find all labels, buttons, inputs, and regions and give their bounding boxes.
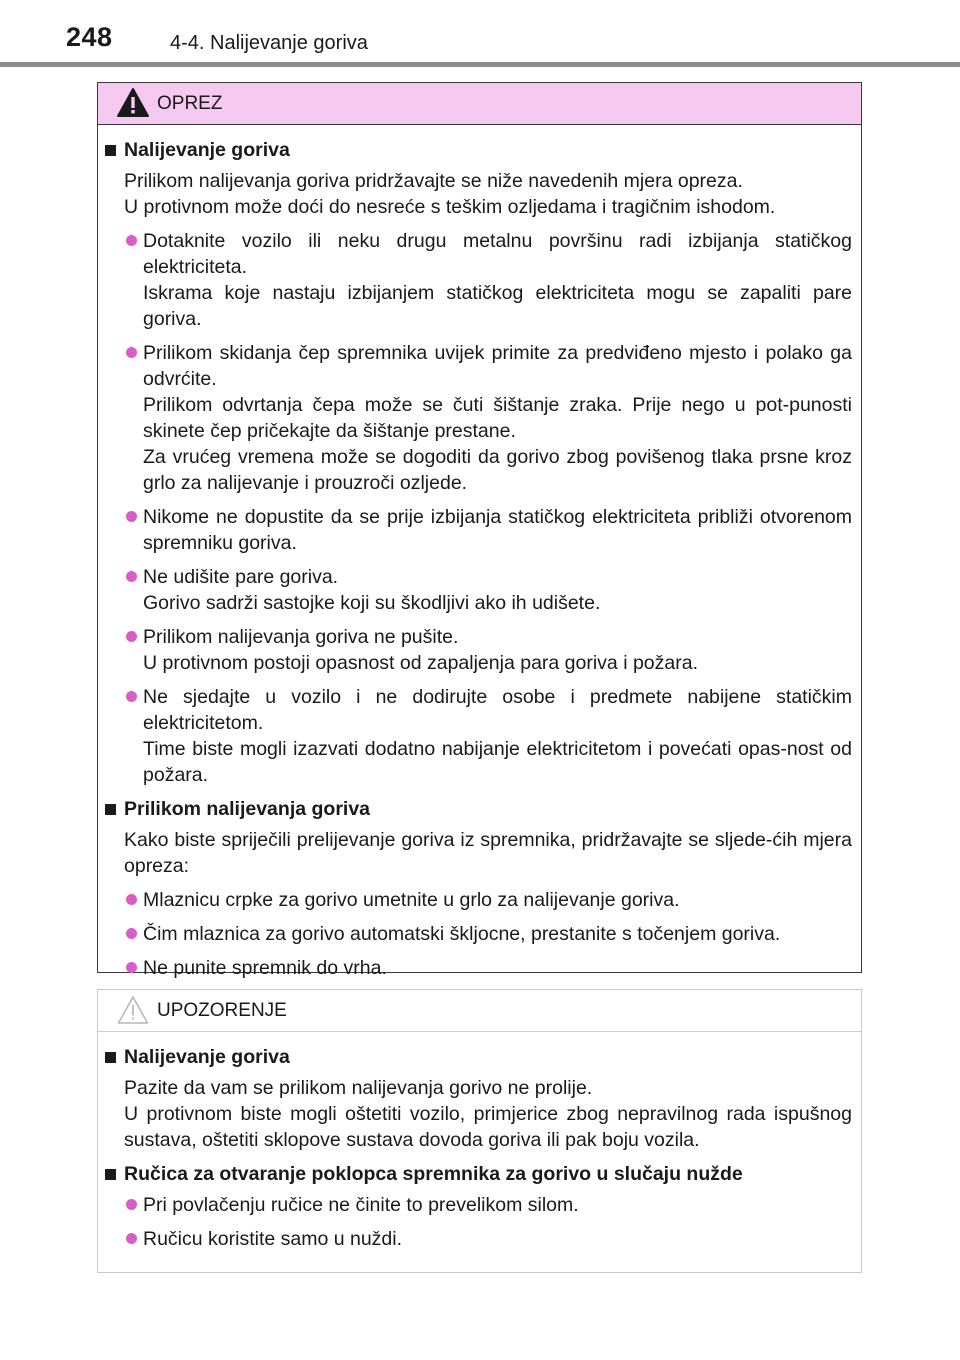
intro-line: Kako biste spriječili prelijevanje goriva iz spremnika, pridržavajte se sljede-ćih mjera opreza: xyxy=(124,829,852,877)
section-title: 4-4. Nalijevanje goriva xyxy=(170,32,368,54)
bullet-item xyxy=(103,921,852,947)
bullet-line: Dotaknite vozilo ili neku drugu metalnu površinu radi izbijanja statičkog elektriciteta. xyxy=(143,230,852,278)
warning-triangle-outline-icon xyxy=(116,994,150,1026)
section-intro xyxy=(103,1075,852,1153)
section-intro xyxy=(103,827,852,879)
section-heading xyxy=(103,1044,852,1070)
square-bullet-icon xyxy=(105,804,116,815)
round-bullet-icon xyxy=(126,347,137,358)
bullet-item xyxy=(103,564,852,616)
caution-title: OPREZ xyxy=(157,93,223,114)
round-bullet-icon xyxy=(126,571,137,582)
caution-body xyxy=(98,125,861,981)
section-heading-text: Nalijevanje goriva xyxy=(124,139,290,161)
bullet-line: Ne udišite pare goriva. xyxy=(143,566,339,588)
header-rule xyxy=(0,62,960,67)
bullet-line: Ne sjedajte u vozilo i ne dodirujte osobe i predmete nabijene statičkim elektricitetom. xyxy=(143,686,852,734)
notice-body xyxy=(98,1032,861,1252)
bullet-item xyxy=(103,1226,852,1252)
bullet-item xyxy=(103,504,852,556)
notice-title: UPOZORENJE xyxy=(157,1000,287,1021)
bullet-line: U protivnom postoji opasnost od zapaljenja para goriva i požara. xyxy=(143,652,698,674)
page-number: 248 xyxy=(66,22,113,52)
caution-box xyxy=(97,82,862,979)
notice-box xyxy=(97,989,862,1273)
bullet-item xyxy=(103,228,852,332)
round-bullet-icon xyxy=(126,691,137,702)
round-bullet-icon xyxy=(126,894,137,905)
section-heading-text: Nalijevanje goriva xyxy=(124,1046,290,1068)
bullet-item xyxy=(103,624,852,676)
notice-box-header xyxy=(98,990,861,1032)
section-heading xyxy=(103,1161,852,1187)
intro-line: U protivnom biste mogli oštetiti vozilo, primjerice zbog nepravilnog rada ispušnog sustava, oštetiti sklopove sustava dovoda goriva ili pak boju vozila. xyxy=(124,1103,852,1151)
bullet-line: Nikome ne dopustite da se prije izbijanja statičkog elektriciteta približi otvorenom spremniku goriva. xyxy=(143,506,852,554)
bullet-line: Time biste mogli izazvati dodatno nabijanje elektricitetom i povećati opas-nost od požara. xyxy=(143,738,852,786)
bullet-item xyxy=(103,340,852,496)
bullet-line: Gorivo sadrži sastojke koji su škodljivi ako ih udišete. xyxy=(143,592,601,614)
bullet-line: Prilikom nalijevanja goriva ne pušite. xyxy=(143,626,459,648)
bullet-line: Čim mlaznica za gorivo automatski škljocne, prestanite s točenjem goriva. xyxy=(143,923,781,945)
caution-box-header xyxy=(98,83,861,125)
intro-line: Pazite da vam se prilikom nalijevanja gorivo ne prolije. xyxy=(124,1077,593,1099)
bullet-line: Ručicu koristite samo u nuždi. xyxy=(143,1228,403,1250)
bullet-line: Mlaznicu crpke za gorivo umetnite u grlo za nalijevanje goriva. xyxy=(143,889,680,911)
section-intro xyxy=(103,168,852,220)
round-bullet-icon xyxy=(126,962,137,973)
round-bullet-icon xyxy=(126,1199,137,1210)
page-header xyxy=(0,0,960,66)
section-heading-text: Prilikom nalijevanja goriva xyxy=(124,798,371,820)
bullet-line: Prilikom odvrtanja čepa može se čuti šištanje zraka. Prije nego u pot-punosti skinete čep pričekajte da šištanje prestane. xyxy=(143,394,852,442)
round-bullet-icon xyxy=(126,1233,137,1244)
square-bullet-icon xyxy=(105,1169,116,1180)
round-bullet-icon xyxy=(126,235,137,246)
bullet-item xyxy=(103,684,852,788)
bullet-line: Pri povlačenju ručice ne činite to prevelikom silom. xyxy=(143,1194,579,1216)
intro-line: U protivnom može doći do nesreće s teškim ozljedama i tragičnim ishodom. xyxy=(124,196,776,218)
bullet-line: Ne punite spremnik do vrha. xyxy=(143,957,387,979)
section-heading xyxy=(103,796,852,822)
bullet-item xyxy=(103,887,852,913)
bullet-item xyxy=(103,955,852,981)
bullet-line: Iskrama koje nastaju izbijanjem statičkog elektriciteta mogu se zapaliti pare goriva. xyxy=(143,282,852,330)
round-bullet-icon xyxy=(126,631,137,642)
section-heading xyxy=(103,137,852,163)
section-heading-text: Ručica za otvaranje poklopca spremnika za gorivo u slučaju nužde xyxy=(124,1163,743,1185)
intro-line: Prilikom nalijevanja goriva pridržavajte se niže navedenih mjera opreza. xyxy=(124,170,743,192)
bullet-item xyxy=(103,1192,852,1218)
bullet-line: Za vrućeg vremena može se dogoditi da gorivo zbog povišenog tlaka prsne kroz grlo za nalijevanje i prouzroči ozljede. xyxy=(143,446,852,494)
square-bullet-icon xyxy=(105,145,116,156)
round-bullet-icon xyxy=(126,511,137,522)
warning-triangle-icon xyxy=(116,87,150,119)
bullet-line: Prilikom skidanja čep spremnika uvijek primite za predviđeno mjesto i polako ga odvrćite. xyxy=(143,342,852,390)
square-bullet-icon xyxy=(105,1052,116,1063)
round-bullet-icon xyxy=(126,928,137,939)
